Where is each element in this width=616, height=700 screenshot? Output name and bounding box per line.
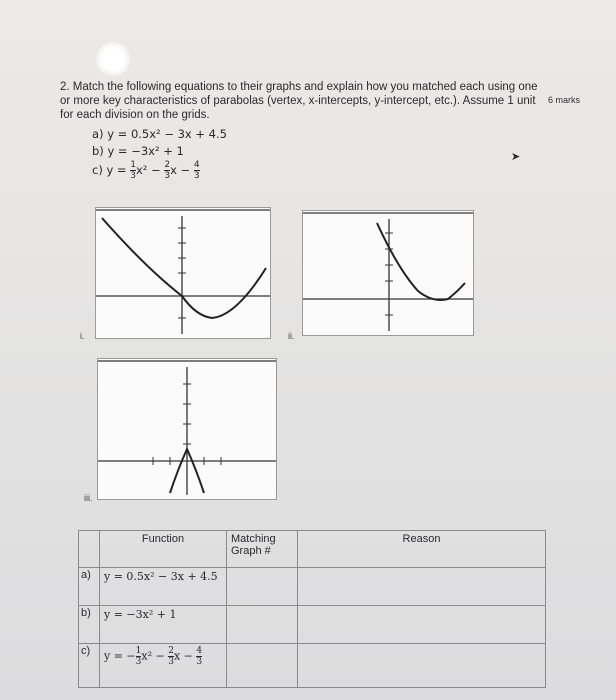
table-row [79, 568, 546, 606]
row-label: c) [79, 644, 100, 688]
graph-i-plot [96, 208, 270, 338]
row-label: a) [79, 568, 100, 606]
question-number: 2. [60, 81, 70, 93]
camera-glare [96, 42, 130, 76]
matching-table [78, 530, 546, 688]
question-body: Match the following equations to their graphs and explain how you matched each using one or more key characteristics of parabolas (vertex, x-intercepts, y-intercept, etc.). Assume 1 unit for each division on the grids. [60, 81, 538, 121]
row-function: y = − $\frac{1}{3}$ x² − $\frac{2}{3}$ x − $\frac{4}{3}$ [100, 644, 227, 688]
row-function: y = 0.5x² − 3x + 4.5 [100, 568, 227, 606]
row-label: b) [79, 606, 100, 644]
row-graph-answer[interactable] [227, 606, 298, 644]
row-reason-answer[interactable] [298, 606, 546, 644]
equation-c: c) y = $\frac{1}{3}$ x² − $\frac{2}{3}$ x − $\frac{4}{3}$ [92, 160, 200, 181]
header-matching-graph: Matching Graph # [227, 531, 298, 568]
graph-ii-plot [303, 211, 473, 335]
header-function: Function [100, 531, 227, 568]
graph-iii-plot [98, 359, 276, 499]
graph-iii-label: iii. [84, 493, 93, 503]
table-row [79, 606, 546, 644]
row-function: y = −3x² + 1 [100, 606, 227, 644]
header-reason: Reason [298, 531, 546, 568]
graph-iii [97, 358, 277, 500]
table-header [79, 531, 546, 568]
equation-a: a) y = 0.5x² − 3x + 4.5 [92, 127, 227, 141]
row-reason-answer[interactable] [298, 644, 546, 688]
row-graph-answer[interactable] [227, 644, 298, 688]
table-row [79, 644, 546, 688]
graph-i [95, 207, 271, 339]
graph-ii-label: ii. [288, 331, 295, 341]
question-text [60, 80, 540, 122]
marks-label: 6 marks [548, 95, 581, 105]
cursor-arrow-icon: ➤ [511, 151, 521, 163]
row-graph-answer[interactable] [227, 568, 298, 606]
row-reason-answer[interactable] [298, 568, 546, 606]
graph-i-label: i. [80, 331, 85, 341]
equation-b: b) y = −3x² + 1 [92, 144, 184, 158]
graph-ii [302, 210, 474, 336]
